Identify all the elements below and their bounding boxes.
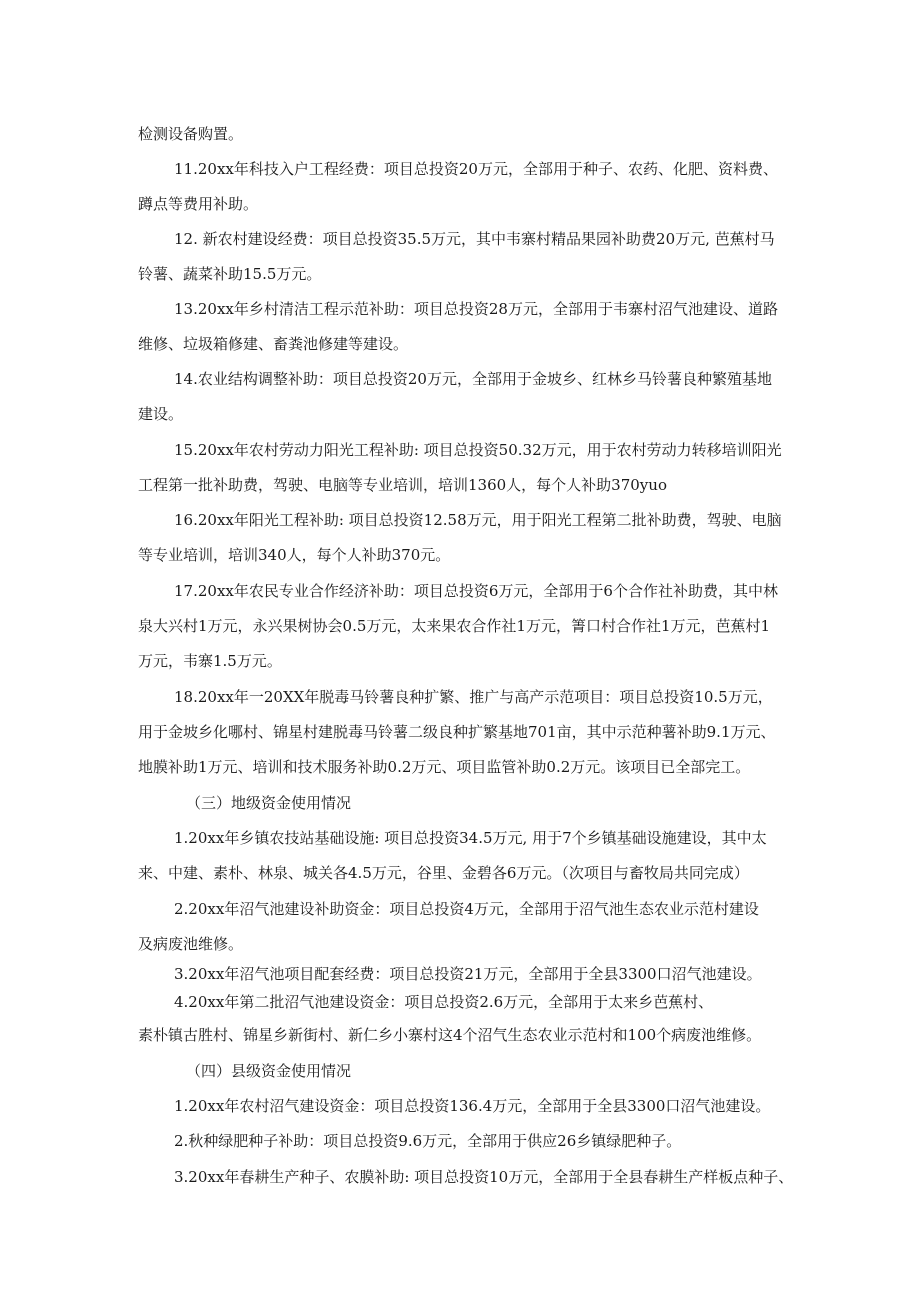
text-line: 等专业培训，培训340人，每个人补助370元。 <box>138 546 451 564</box>
paragraph-b2 <box>138 892 788 962</box>
paragraph-item-11 <box>138 152 788 222</box>
text-line: 15.20xx年农村劳动力阳光工程补助: 项目总投资50.32万元，用于农村劳动力转移培训阳光 <box>174 441 782 459</box>
paragraph-c3 <box>138 1160 794 1195</box>
text-line: 维修、垃圾箱修建、畜粪池修建等建设。 <box>138 335 409 353</box>
paragraph-item-13 <box>138 292 788 362</box>
paragraph-b3 <box>138 962 788 986</box>
text-line: 蹲点等费用补助。 <box>138 195 259 213</box>
paragraph-intro <box>138 117 788 152</box>
paragraph-item-18 <box>138 680 788 785</box>
text-line: 泉大兴村1万元，永兴果树协会0.5万元，太来果农合作社1万元，箐口村合作社1万元，芭蕉村1 <box>138 617 771 635</box>
text-line: 铃薯、蔬菜补助15.5万元。 <box>138 265 322 283</box>
text-line: 2.20xx年沼气池建设补助资金：项目总投资4万元，全部用于沼气池生态农业示范村建设 <box>174 900 759 918</box>
text-line: 1.20xx年乡镇农技站基础设施: 项目总投资34.5万元, 用于7个乡镇基础设施建设，其中太 <box>174 829 767 847</box>
heading-text: （三）地级资金使用情况 <box>186 794 352 812</box>
section-heading-4 <box>138 1054 788 1089</box>
text-line: 4.20xx年第二批沼气池建设资金：项目总投资2.6万元，全部用于太来乡芭蕉村、 <box>174 993 714 1011</box>
text-line: 工程第一批补助费，驾驶、电脑等专业培训，培训1360人，每个人补助370yuo <box>138 476 667 494</box>
text-line: 地膜补助1万元、培训和技术服务补助0.2万元、项目监管补助0.2万元。该项目已全部完工。 <box>138 758 751 776</box>
text-line: 13.20xx年乡村清洁工程示范补助：项目总投资28万元，全部用于韦寨村沼气池建设、道路 <box>174 300 778 318</box>
text-line: 用于金坡乡化哪村、锦星村建脱毒马铃薯二级良种扩繁基地701亩，其中示范种薯补助9.1万元、 <box>138 723 776 741</box>
paragraph-c1 <box>138 1089 788 1124</box>
paragraph-item-14 <box>138 362 788 432</box>
paragraph-c2 <box>138 1124 788 1159</box>
text-line: 建设。 <box>138 405 184 423</box>
text-line: 2.秋种绿肥种子补助：项目总投资9.6万元，全部用于供应26乡镇绿肥种子。 <box>174 1132 682 1150</box>
text-line: 11.20xx年科技入户工程经费：项目总投资20万元，全部用于种子、农药、化肥、资料费、 <box>174 160 778 178</box>
text-line: 14.农业结构调整补助：项目总投资20万元，全部用于金坡乡、红林乡马铃薯良种繁殖基地 <box>174 370 772 388</box>
text-line: 3.20xx年春耕生产种子、农膜补助: 项目总投资10万元，全部用于全县春耕生产样板点种子、 <box>174 1168 794 1186</box>
heading-text: （四）县级资金使用情况 <box>186 1062 352 1080</box>
text-line: 素朴镇古胜村、锦星乡新街村、新仁乡小寨村这4个沼气生态农业示范村和100个病废池维修。 <box>138 1026 762 1044</box>
text-line: 3.20xx年沼气池项目配套经费：项目总投资21万元，全部用于全县3300口沼气池建设。 <box>174 965 762 983</box>
text-line: 16.20xx年阳光工程补助: 项目总投资12.58万元，用于阳光工程第二批补助费，驾驶、电脑 <box>174 511 782 529</box>
paragraph-item-17 <box>138 574 788 679</box>
text-line: 12. 新农村建设经费：项目总投资35.5万元，其中韦寨村精品果园补助费20万元, 芭蕉村马 <box>174 230 775 248</box>
text-line: 1.20xx年农村沼气建设资金：项目总投资136.4万元，全部用于全县3300口沼气池建设。 <box>174 1097 771 1115</box>
text-line: 及病废池维修。 <box>138 935 244 953</box>
paragraph-item-12 <box>138 222 788 292</box>
paragraph-item-15 <box>138 433 788 503</box>
text-line: 18.20xx年一20XX年脱毒马铃薯良种扩繁、推广与高产示范项目：项目总投资10.5万元， <box>174 688 773 706</box>
text-line: 17.20xx年农民专业合作经济补助：项目总投资6万元，全部用于6个合作社补助费，其中林 <box>174 582 778 600</box>
paragraph-b1 <box>138 821 788 891</box>
paragraph-item-16 <box>138 503 788 573</box>
text-line: 来、中建、素朴、林泉、城关各4.5万元，谷里、金碧各6万元。（次项目与畜牧局共同完成） <box>138 864 749 882</box>
text-line: 检测设备购置。 <box>138 125 244 143</box>
paragraph-b4 <box>138 986 788 1053</box>
text-line: 万元，韦寨1.5万元。 <box>138 652 282 670</box>
section-heading-3 <box>138 786 788 821</box>
